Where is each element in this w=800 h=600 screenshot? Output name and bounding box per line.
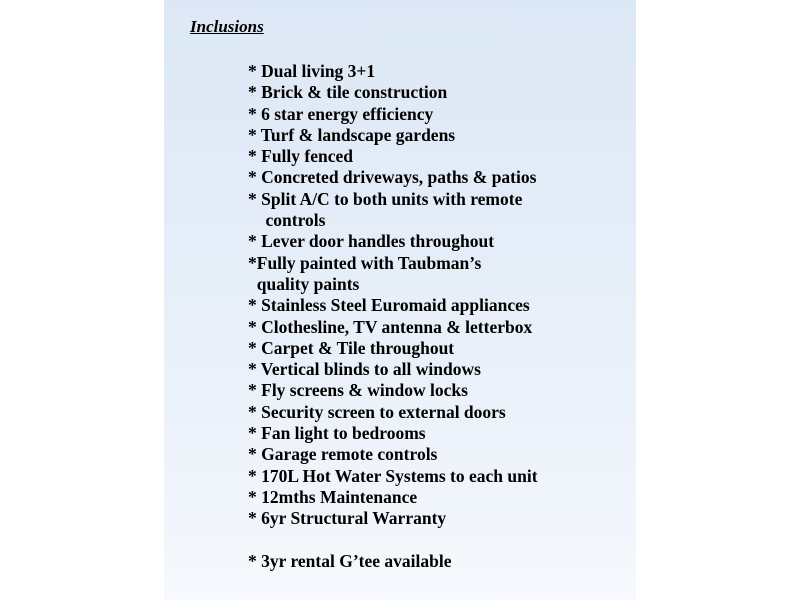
list-item: * Fly screens & window locks [248, 380, 468, 401]
list-item: * Lever door handles throughout [248, 231, 495, 252]
list-item: * Fully fenced [248, 146, 353, 167]
list-item: * Vertical blinds to all windows [248, 359, 481, 380]
document-title: Inclusions [190, 17, 264, 36]
list-item: * Concreted driveways, paths & patios [248, 167, 537, 188]
list-item: * Garage remote controls [248, 444, 438, 465]
list-item: * Security screen to external doors [248, 401, 506, 422]
list-item: * 170L Hot Water Systems to each unit [248, 465, 538, 486]
inclusions-list [248, 61, 538, 572]
list-item: * Dual living 3+1 [248, 61, 376, 81]
list-spacer [248, 530, 538, 551]
list-item: * 6 star energy efficiency [248, 103, 434, 124]
list-item: * Brick & tile construction [248, 82, 448, 103]
list-item: * Split A/C to both units with remote [248, 188, 523, 209]
list-item-footer: * 3yr rental G’tee available [248, 550, 452, 571]
list-item-continuation: quality paints [248, 273, 360, 294]
list-item: * Stainless Steel Euromaid appliances [248, 295, 530, 316]
list-item: * Turf & landscape gardens [248, 124, 456, 145]
list-item: * Clothesline, TV antenna & letterbox [248, 316, 533, 337]
list-item: * Fan light to bedrooms [248, 423, 426, 444]
list-item-continuation: controls [248, 210, 326, 231]
list-item: * Carpet & Tile throughout [248, 337, 455, 358]
inclusions-document [164, 0, 636, 600]
list-item: * 6yr Structural Warranty [248, 508, 447, 529]
list-item: * 12mths Maintenance [248, 486, 418, 507]
list-item: *Fully painted with Taubman’s [248, 252, 482, 273]
